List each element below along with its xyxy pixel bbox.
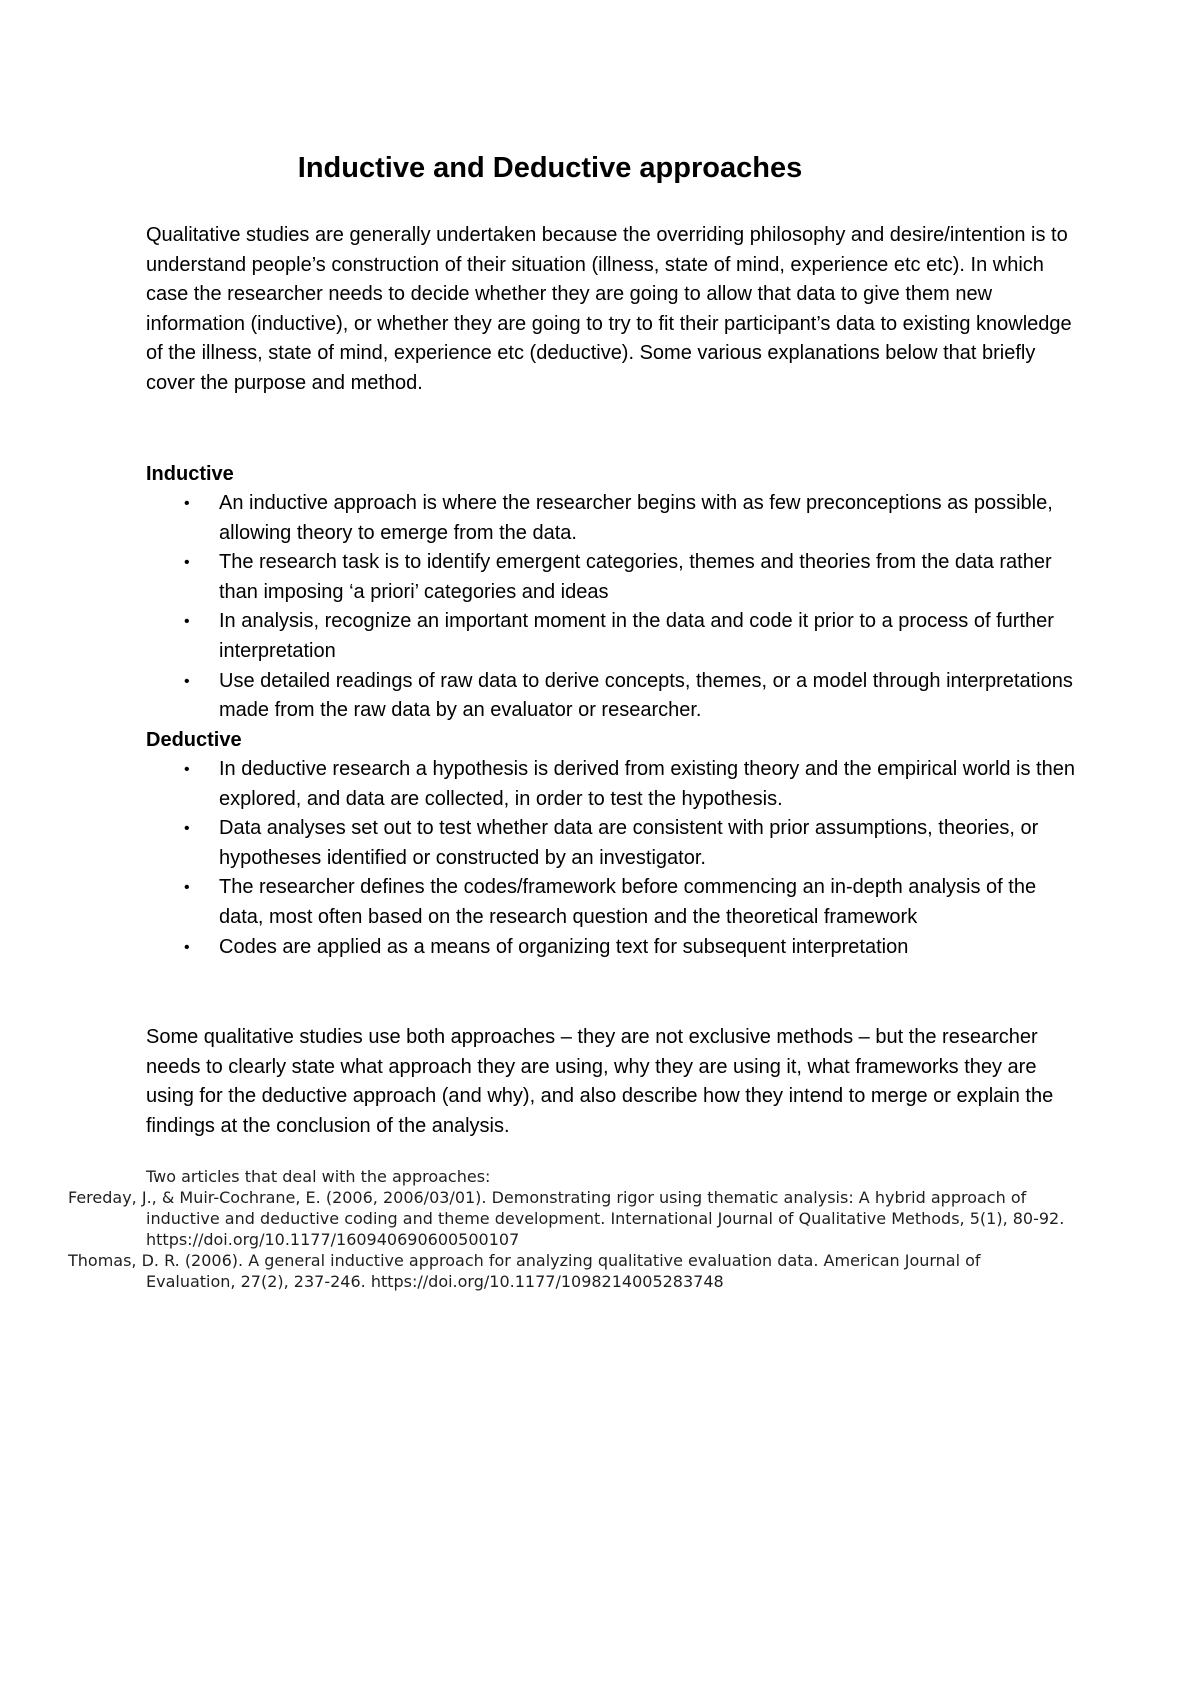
list-item-text: Codes are applied as a means of organizing text for subsequent interpretation	[219, 935, 909, 958]
closing-paragraph: Some qualitative studies use both approaches – they are not exclusive methods – but the researcher needs to clearly state what approach they are using, why they are using it, what frameworks they are using for the deductive approach (and why), and also describe how they intend to merge or explain the findings at the conclusion of the analysis.	[146, 1026, 1054, 1137]
list-item	[146, 873, 1086, 932]
list-item	[146, 489, 1086, 548]
list-item-text: In analysis, recognize an important moment in the data and code it prior to a process of further interpretation	[219, 610, 1054, 662]
bullet-icon: •	[184, 938, 190, 956]
reference-entry: Fereday, J., & Muir-Cochrane, E. (2006, 2006/03/01). Demonstrating rigor using thematic analysis: A hybrid approach of inductive and deductive coding and theme development. International Journal of Qualitative Methods, 5(1), 80-92. https://doi.org/10.1177/160940690600500107	[68, 1188, 1065, 1249]
list-item	[146, 933, 1086, 963]
inductive-bullet-list	[146, 489, 1086, 726]
list-item-text: The research task is to identify emergent categories, themes and theories from the data rather than imposing ‘a priori’ categories and ideas	[219, 551, 1052, 603]
deductive-bullet-list	[146, 755, 1086, 962]
bullet-icon: •	[184, 879, 190, 897]
list-item-text: In deductive research a hypothesis is derived from existing theory and the empirical world is then explored, and data are collected, in order to test the hypothesis.	[219, 758, 1075, 810]
references-intro: Two articles that deal with the approaches:	[146, 1167, 491, 1186]
intro-paragraph: Qualitative studies are generally undertaken because the overriding philosophy and desire/intention is to understand people’s construction of their situation (illness, state of mind, experience etc etc). In which case the researcher needs to decide whether they are going to allow that data to give them new information (inductive), or whether they are going to try to fit their participant’s data to existing knowledge of the illness, state of mind, experience etc (deductive). Some various explanations below that briefly cover the purpose and method.	[146, 224, 1072, 394]
list-item	[146, 607, 1086, 666]
list-item	[146, 667, 1086, 726]
deductive-heading: Deductive	[146, 729, 242, 751]
bullet-icon: •	[184, 820, 190, 838]
list-item	[146, 814, 1086, 873]
page-title: Inductive and Deductive approaches	[297, 152, 803, 184]
reference-entry: Thomas, D. R. (2006). A general inductive approach for analyzing qualitative evaluation data. American Journal of Evaluation, 27(2), 237-246. https://doi.org/10.1177/1098214005283748	[68, 1251, 981, 1291]
bullet-icon: •	[184, 761, 190, 778]
bullet-icon: •	[184, 613, 190, 631]
list-item-text: Data analyses set out to test whether data are consistent with prior assumptions, theories, or hypotheses identified or constructed by an investigator.	[219, 817, 1039, 869]
bullet-icon: •	[184, 554, 190, 572]
list-item-text: An inductive approach is where the researcher begins with as few preconceptions as possible, allowing theory to emerge from the data.	[219, 492, 1053, 544]
list-item	[146, 755, 1086, 814]
references-section	[68, 1166, 1068, 1292]
inductive-heading: Inductive	[146, 463, 234, 485]
list-item-text: Use detailed readings of raw data to derive concepts, themes, or a model through interpretations made from the raw data by an evaluator or researcher.	[219, 669, 1073, 722]
bullet-icon: •	[184, 495, 190, 512]
list-item-text: The researcher defines the codes/framework before commencing an in-depth analysis of the data, most often based on the research question and the theoretical framework	[219, 876, 1037, 928]
bullet-icon: •	[184, 672, 190, 690]
list-item	[146, 548, 1086, 607]
